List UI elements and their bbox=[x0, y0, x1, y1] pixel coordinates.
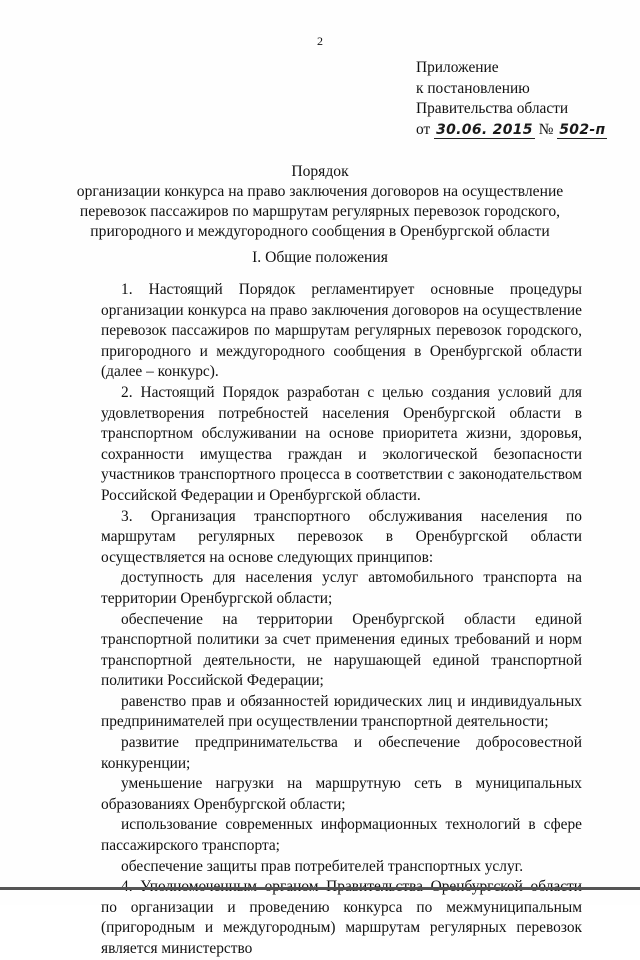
appendix-from-label: от bbox=[416, 120, 431, 138]
title-line-1: организации конкурса на право заключения договоров на осуществление bbox=[76, 183, 564, 200]
title-heading: Порядок bbox=[291, 163, 349, 180]
principle-item: доступность для населения услуг автомобильного транспорта на территории Оренбургской области; bbox=[101, 569, 582, 607]
appendix-line-2: к постановлению bbox=[416, 79, 530, 97]
page-number: 2 bbox=[317, 34, 323, 48]
principle-item: уменьшение нагрузки на маршрутную сеть в муниципальных образованиях Оренбургской области; bbox=[101, 775, 582, 813]
section-heading: I. Общие положения bbox=[252, 249, 388, 266]
appendix-block bbox=[416, 58, 616, 140]
title-line-3: пригородного и междугородного сообщения в Оренбургской области bbox=[90, 223, 550, 240]
principle-item: равенство прав и обязанностей юридических лиц и индивидуальных предпринимателей при осуществлении транспортной деятельности; bbox=[101, 692, 582, 731]
paragraph-2: 2. Настоящий Порядок разработан с целью создания условий для удовлетворения потребностей населения Оренбургской области в транспортном обслуживании на основе приоритета жизни, здоровья, сохранности имущества граждан и экологической безопасности участников транспортного процесса в соответствии с законодательством Российской Федерации и Оренбургской области. bbox=[101, 383, 582, 504]
paragraph-3: 3. Организация транспортного обслуживания населения по маршрутам регулярных перевозок в Оренбургской области осуществляется на основе следующих принципов: bbox=[101, 507, 582, 566]
principle-item: обеспечение на территории Оренбургской области единой транспортной политики за счет применения единых требований и норм транспортной деятельности, не нарушающей единой транспортной политики Российской Федерации; bbox=[101, 610, 582, 690]
appendix-line-1: Приложение bbox=[416, 59, 499, 76]
appendix-date-line bbox=[416, 120, 616, 141]
paragraph-1: 1. Настоящий Порядок регламентирует основные процедуры организации конкурса на право заключения договоров на осуществление перевозок пассажиров по маршрутам регулярных перевозок городского, пригородного и междугородного сообщения в Оренбургской области (далее – конкурс). bbox=[101, 281, 582, 381]
title-line-2: перевозок пассажиров по маршрутам регулярных перевозок городского, bbox=[79, 203, 561, 220]
principle-item: развитие предпринимательства и обеспечение добросовестной конкуренции; bbox=[101, 734, 582, 772]
document-title bbox=[60, 162, 580, 242]
scan-bottom-edge bbox=[0, 887, 640, 890]
paragraph-4: по организации и проведению конкурса по межмуниципальным (пригородным и междугородным) маршрутам регулярных перевозок является министерство bbox=[101, 898, 582, 957]
principle-item: использование современных информационных технологий в сфере пассажирского транспорта; bbox=[101, 816, 582, 855]
appendix-date-handwritten: 30.06. 2015 bbox=[436, 121, 533, 138]
document-body bbox=[101, 280, 582, 960]
appendix-line-3: Правительства области bbox=[416, 100, 569, 117]
appendix-number-handwritten: 502-п bbox=[559, 121, 606, 138]
principle-item: обеспечение защиты прав потребителей транспортных услуг. bbox=[121, 857, 524, 875]
appendix-number-sign: № bbox=[538, 120, 554, 138]
